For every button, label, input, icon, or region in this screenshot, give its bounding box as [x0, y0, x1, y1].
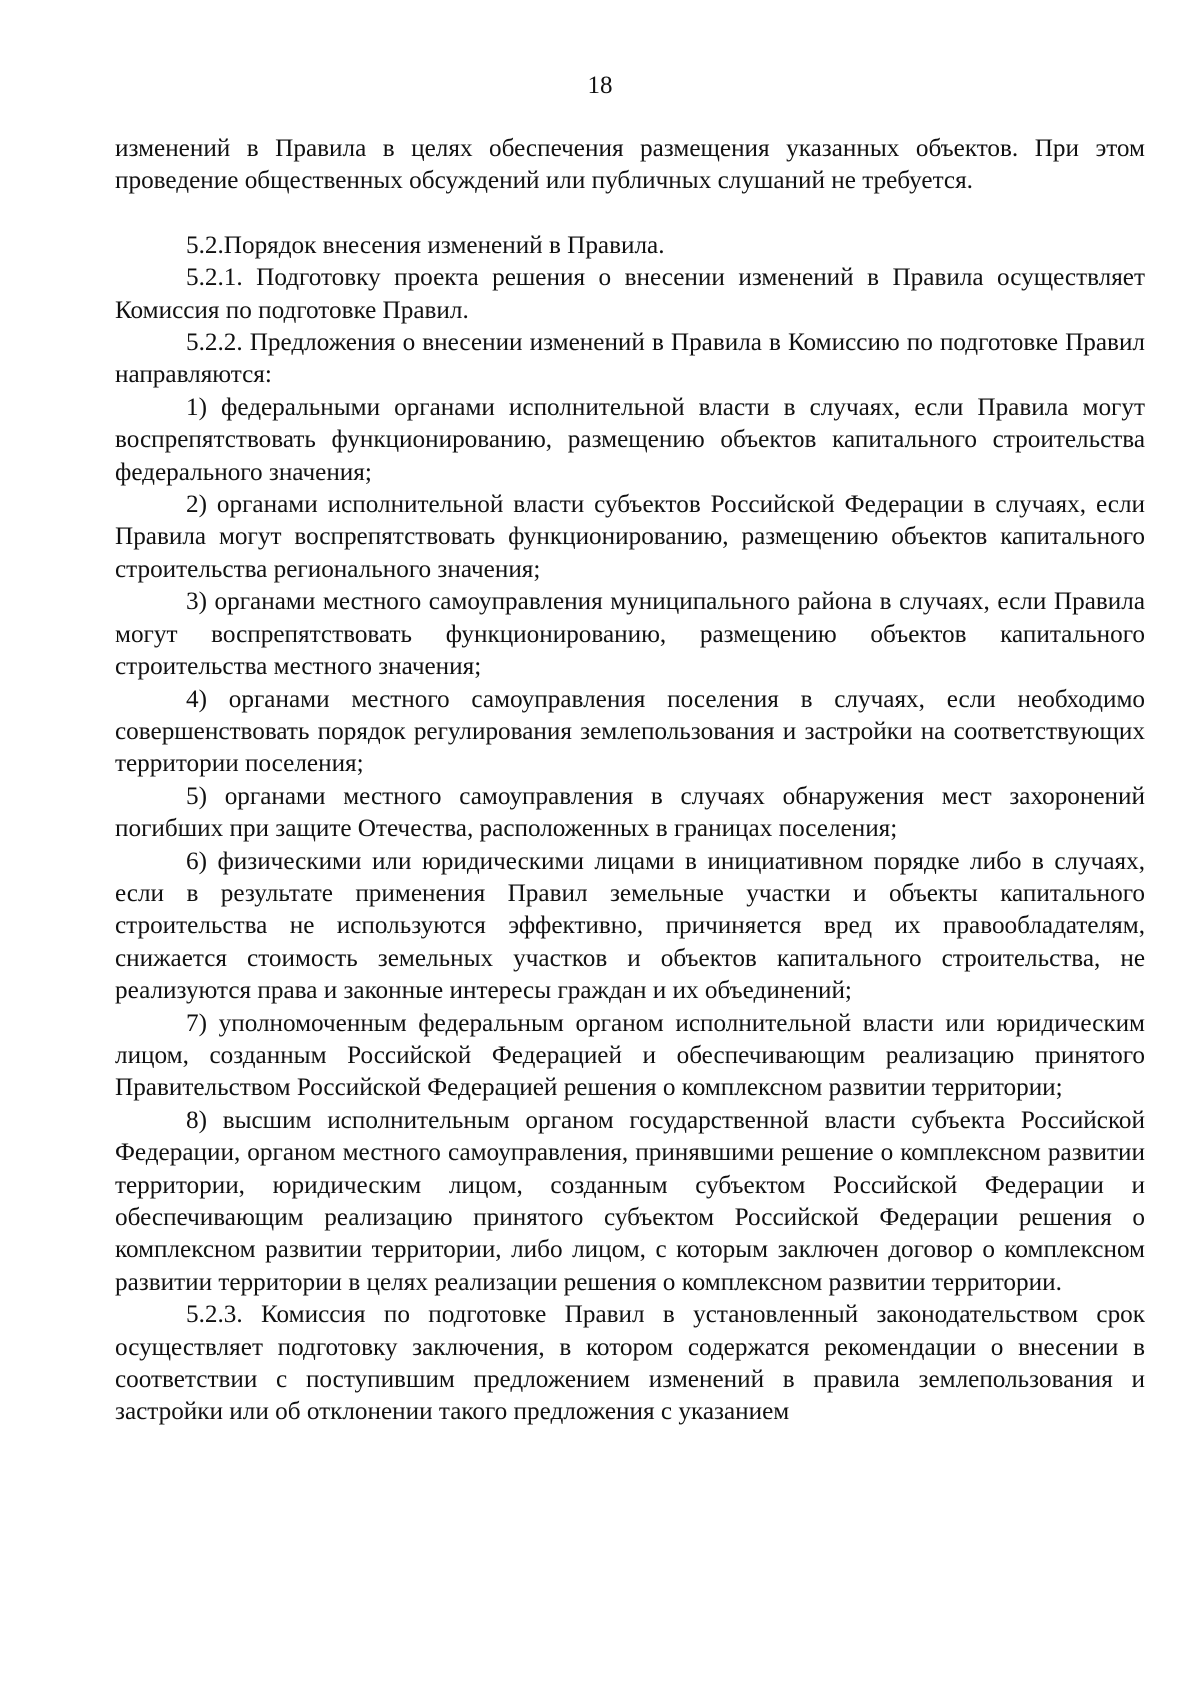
list-item-4: 4) органами местного самоуправления поселения в случаях, если необходимо совершенствовать порядок регулирования землепользования и застройки на соответствующих территории поселения;	[115, 685, 1145, 778]
clause-5-2-3: 5.2.3. Комиссия по подготовке Правил в установленный законодательством срок осуществляет подготовку заключения, в котором содержатся рекомендации о внесении в соответствии с поступившим предложением изменений в правила землепользования и застройки или об отклонении такого предложения с указанием	[115, 1301, 1145, 1426]
clause-5-2-2: 5.2.2. Предложения о внесении изменений в Правила в Комиссию по подготовке Правил направляются:	[115, 329, 1145, 389]
list-item-3: 3) органами местного самоуправления муниципального района в случаях, если Правила могут воспрепятствовать функционированию, размещению объектов капитального строительства местного значения;	[115, 588, 1145, 681]
section-heading-5-2: 5.2.Порядок внесения изменений в Правила.	[186, 231, 665, 259]
page-number: 18	[587, 72, 613, 99]
list-item-6: 6) физическими или юридическими лицами в инициативном порядке либо в случаях, если в результате применения Правил земельные участки и объекты капитального строительства не используются эффективно, причиняется вред их правообладателям, снижается стоимость земельных участков и объектов капитального строительства, не реализуются права и законные интересы граждан и их объединений;	[115, 847, 1145, 1005]
document-body	[115, 133, 1145, 1429]
list-item-5: 5) органами местного самоуправления в случаях обнаружения мест захоронений погибших при защите Отечества, расположенных в границах поселения;	[115, 782, 1145, 843]
list-item-2: 2) органами исполнительной власти субъектов Российской Федерации в случаях, если Правила могут воспрепятствовать функционированию, размещению объектов капитального строительства регионального значения;	[115, 491, 1145, 583]
list-item-8: 8) высшим исполнительным органом государственной власти субъекта Российской Федерации, органом местного самоуправления, принявшими решение о комплексном развитии территории, юридическим лицом, созданным субъектом Российской Федерации и обеспечивающим реализацию принятого субъектом Российской Федерации решения о комплексном развитии территории, либо лицом, с которым заключен договор о комплексном развитии территории в целях реализации решения о комплексном развитии территории.	[115, 1106, 1145, 1296]
paragraph-continuation: изменений в Правила в целях обеспечения размещения указанных объектов. При этом проведение общественных обсуждений или публичных слушаний не требуется.	[115, 135, 1145, 195]
list-item-1: 1) федеральными органами исполнительной власти в случаях, если Правила могут воспрепятствовать функционированию, размещению объектов капитального строительства федерального значения;	[115, 393, 1145, 486]
list-item-7: 7) уполномоченным федеральным органом исполнительной власти или юридическим лицом, созданным Российской Федерацией и обеспечивающим реализацию принятого Правительством Российской Федерацией решения о комплексном развитии территории;	[115, 1009, 1145, 1102]
clause-5-2-1: 5.2.1. Подготовку проекта решения о внесении изменений в Правила осуществляет Комиссия по подготовке Правил.	[115, 264, 1145, 324]
